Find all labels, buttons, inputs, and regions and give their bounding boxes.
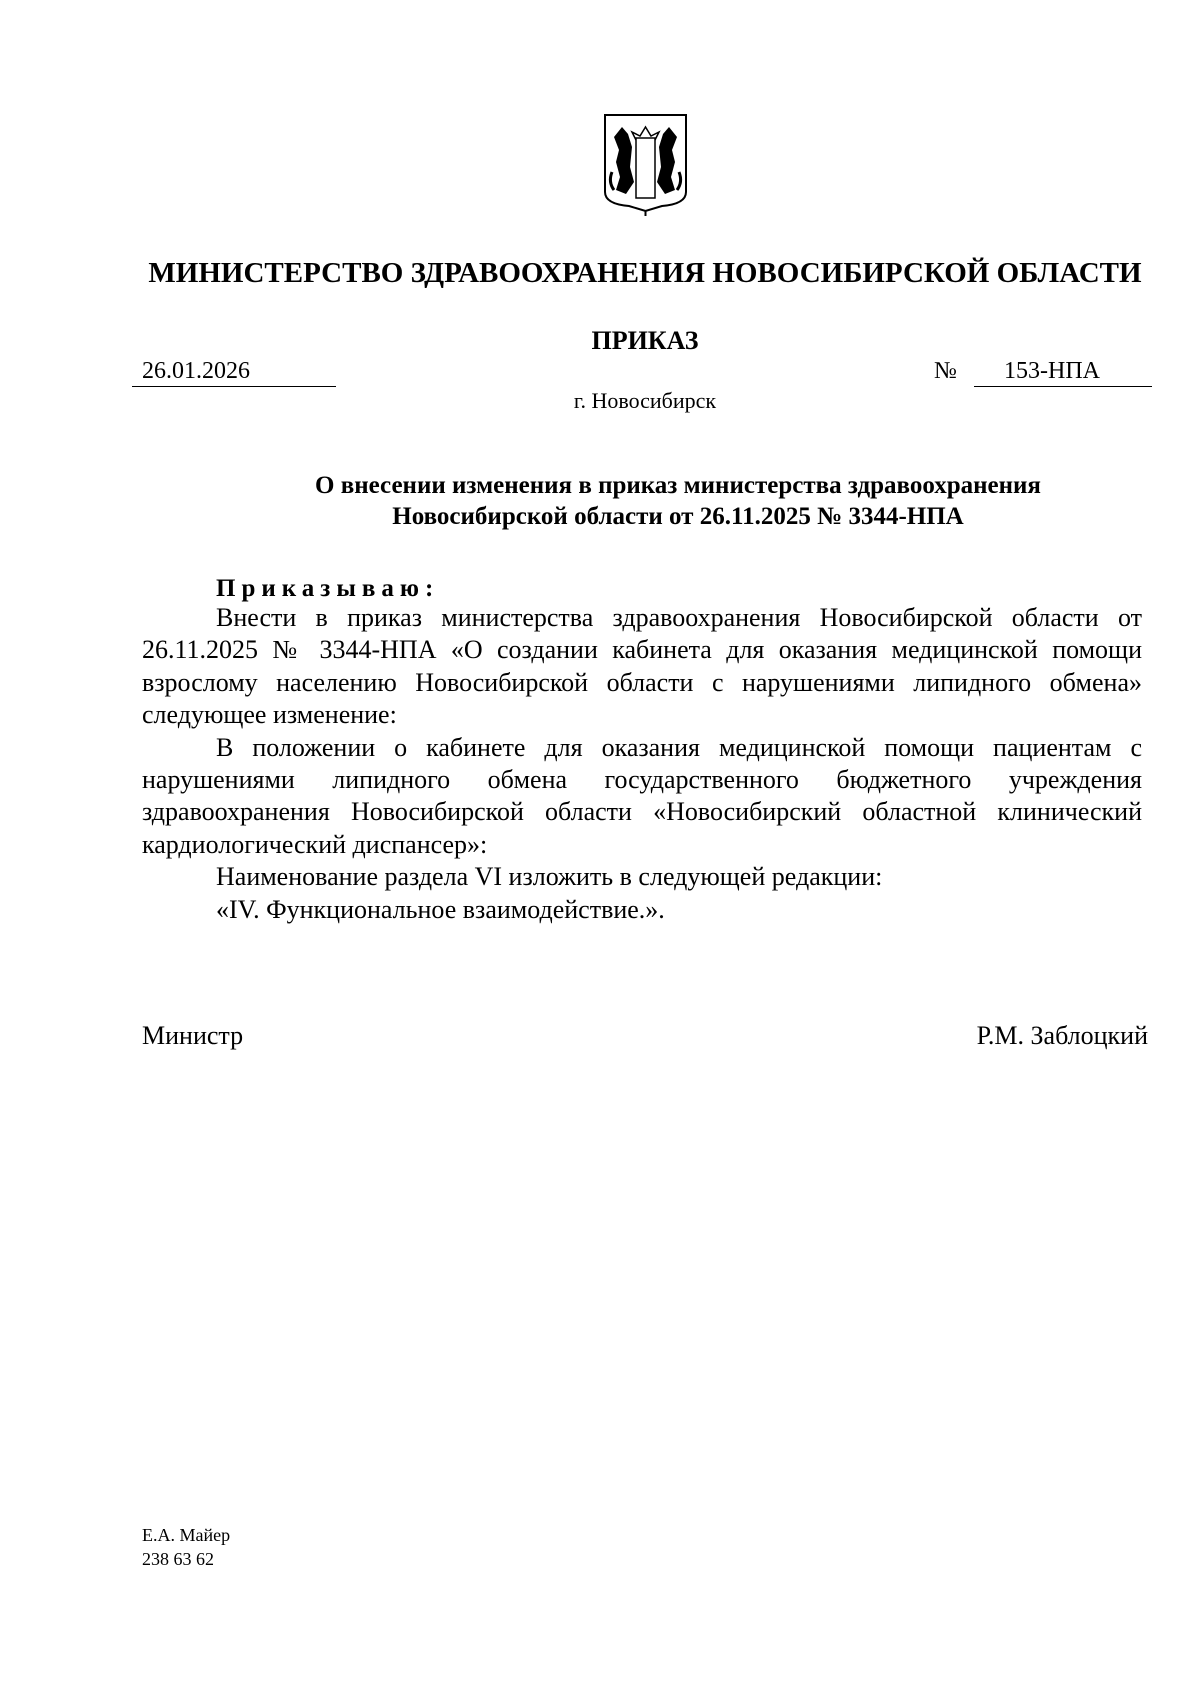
paragraph: Внести в приказ министерства здравоохранения Новосибирской области от 26.11.2025 № 3344-НПА «О создании кабинета для оказания медицинской помощи взрослому населению Новосибирской области с нарушениями липидного обмена» следующее изменение: — [142, 603, 1142, 730]
signatory-title: Министр — [142, 1021, 244, 1050]
number-sign: № — [934, 358, 957, 384]
executor-phone: 238 63 62 — [142, 1549, 214, 1569]
signatory-name: Р.М. Заблоцкий — [976, 1021, 1148, 1050]
order-date: 26.01.2026 — [132, 356, 336, 387]
paragraph: Наименование раздела VI изложить в следующей редакции: — [216, 862, 883, 892]
order-number: 153-НПА — [974, 356, 1152, 387]
paragraph: «IV. Функциональное взаимодействие.». — [216, 894, 665, 924]
city: г. Новосибирск — [573, 388, 717, 413]
order-body — [142, 602, 1142, 926]
executor-name: Е.А. Майер — [142, 1525, 231, 1545]
subject-line-1: О внесении изменения в приказ министерства здравоохранения — [315, 472, 1041, 499]
ministry-name: МИНИСТЕРСТВО ЗДРАВООХРАНЕНИЯ НОВОСИБИРСКОЙ ОБЛАСТИ — [148, 257, 1142, 289]
document-type: ПРИКАЗ — [591, 326, 699, 355]
paragraph: В положении о кабинете для оказания медицинской помощи пациентам с нарушениями липидного обмена государственного бюджетного учреждения здравоохранения Новосибирской области «Новосибирский областной клинический кардиологический диспансер»: — [142, 732, 1142, 859]
order-subject — [0, 470, 1200, 532]
coat-of-arms-icon — [602, 112, 689, 217]
order-heading: Приказываю: — [216, 575, 440, 602]
executor-info — [142, 1523, 230, 1571]
subject-line-2: Новосибирской области от 26.11.2025 № 3344-НПА — [392, 503, 964, 530]
